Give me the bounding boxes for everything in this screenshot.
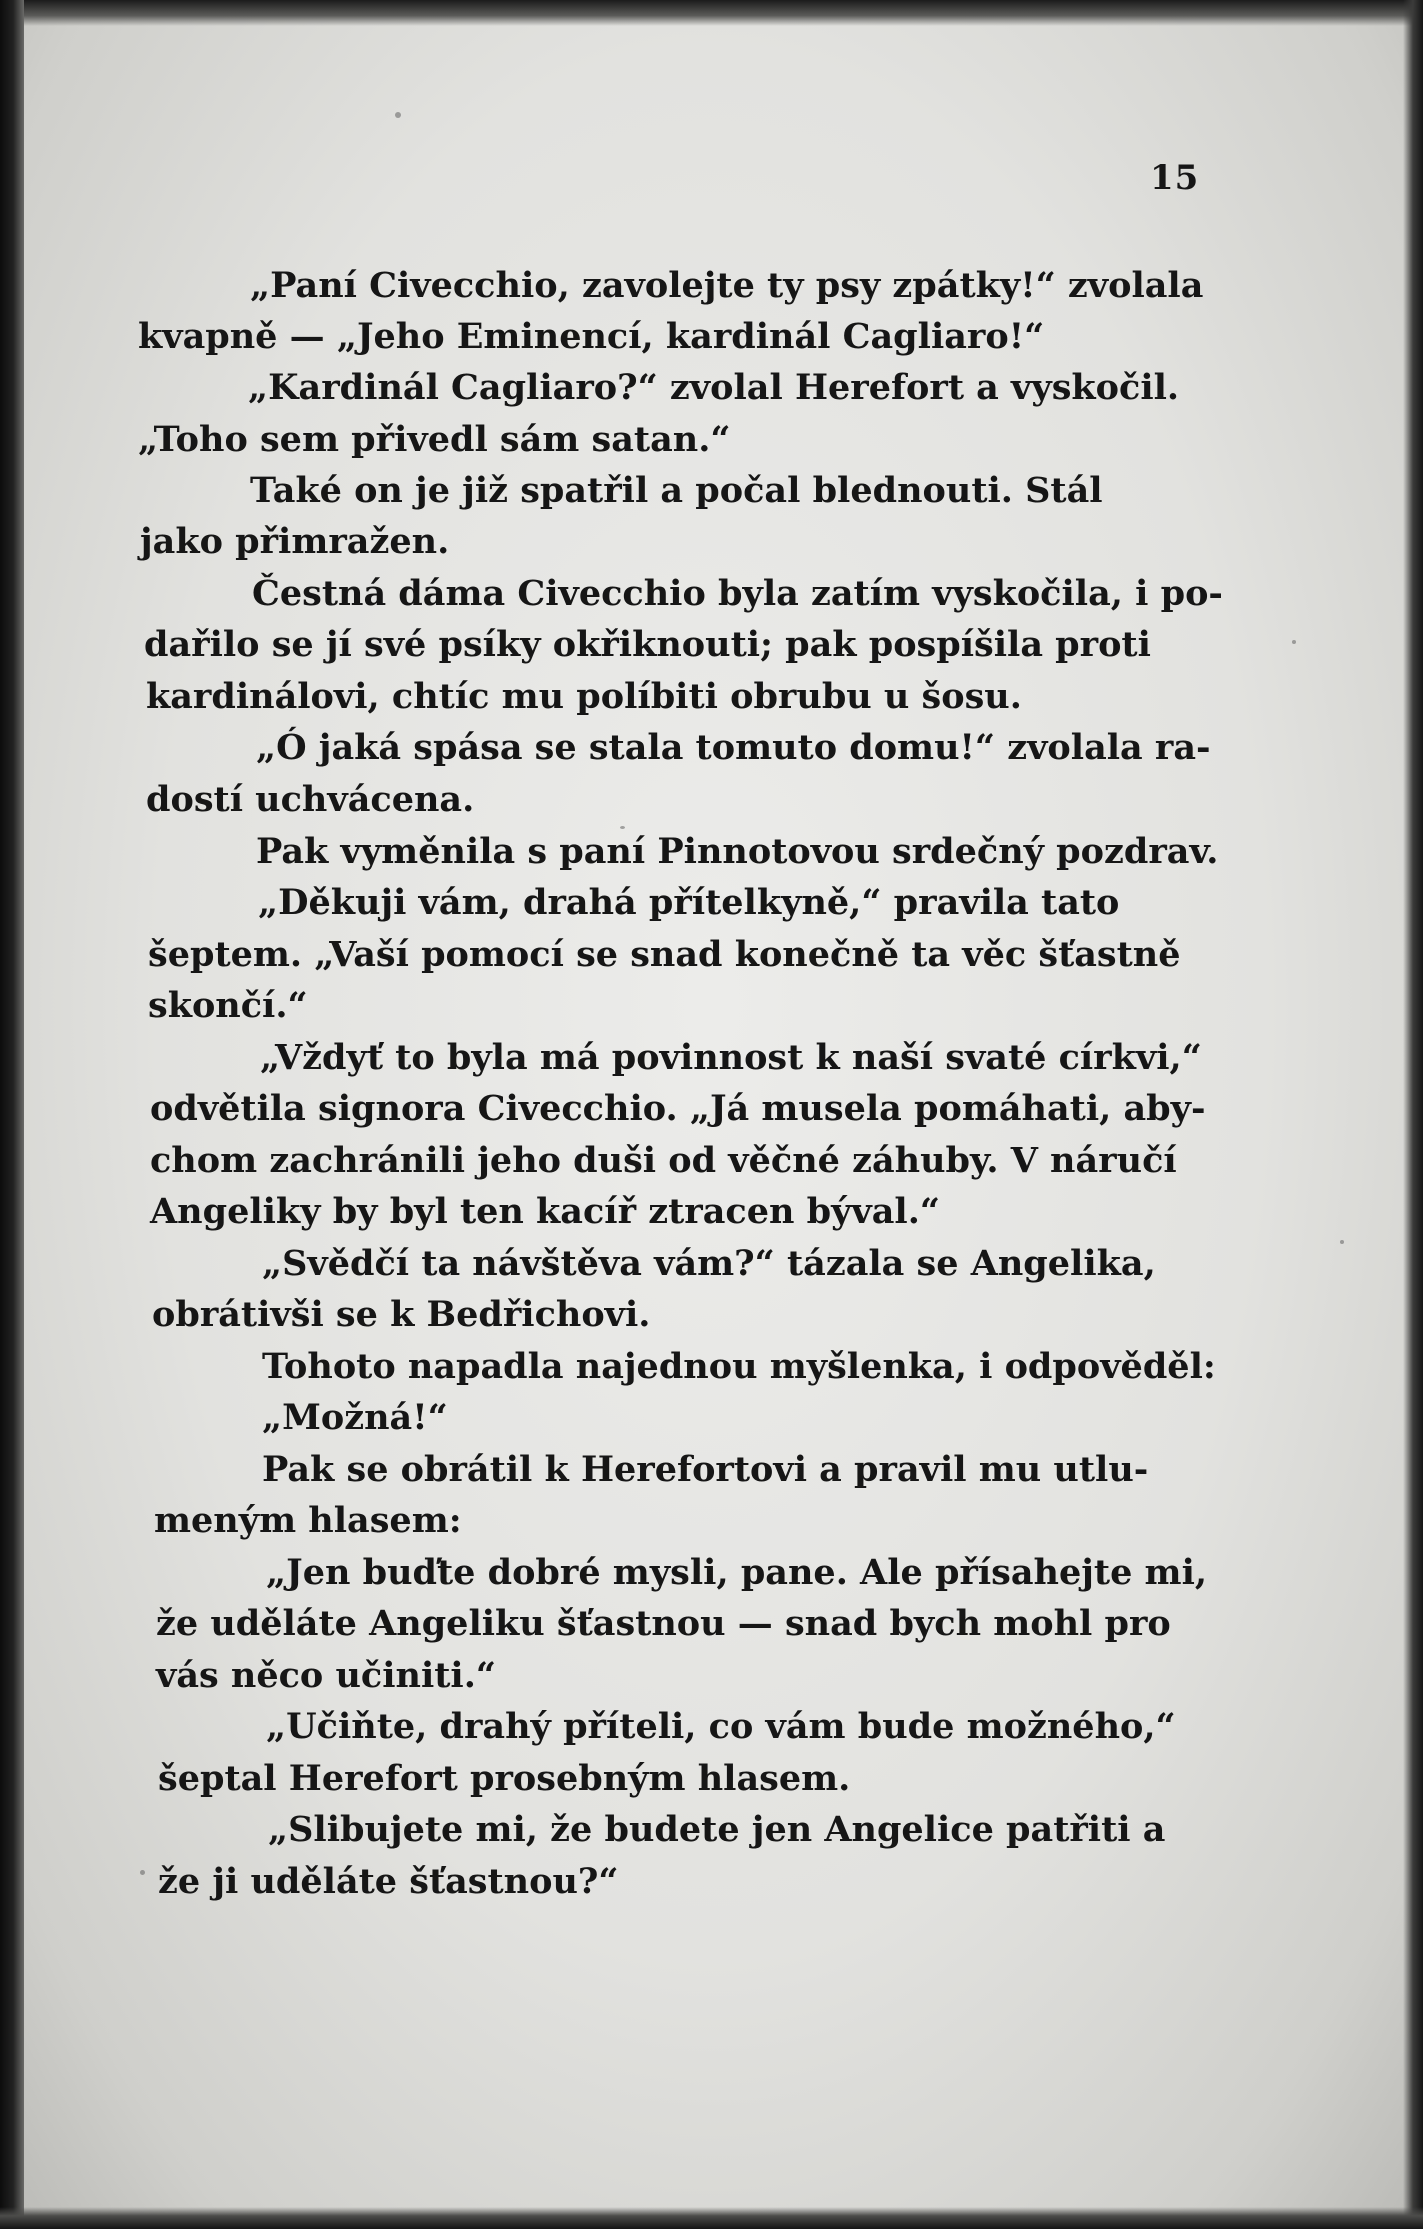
- scan-speck: [1292, 640, 1296, 644]
- text-line: dostí uchvácena.: [146, 779, 475, 820]
- text-line: „Vždyť to byla má povinnost k naší svaté církvi,“: [260, 1037, 1202, 1078]
- text-line: šeptal Herefort prosebným hlasem.: [158, 1758, 851, 1799]
- page-number: 15: [1150, 158, 1200, 198]
- text-line: „Učiňte, drahý příteli, co vám bude možného,“: [266, 1706, 1176, 1747]
- text-line: vás něco učiniti.“: [156, 1655, 497, 1696]
- text-line: „Ó jaká spása se stala tomuto domu!“ zvolala ra-: [256, 727, 1211, 768]
- text-line: „Děkuji vám, drahá přítelkyně,“ pravila tato: [258, 882, 1120, 923]
- text-line: Pak se obrátil k Herefortovi a pravil mu utlu-: [262, 1449, 1149, 1490]
- text-line: „Slibujete mi, že budete jen Angelice patřiti a: [268, 1809, 1166, 1850]
- text-line: Také on je již spatřil a počal blednouti. Stál: [250, 470, 1103, 511]
- scan-border-top: [0, 0, 1423, 26]
- scan-speck: [140, 1870, 145, 1875]
- text-line: meným hlasem:: [154, 1500, 462, 1541]
- text-line: „Jen buďte dobré mysli, pane. Ale přísahejte mi,: [266, 1552, 1208, 1593]
- scan-border-bottom: [0, 2207, 1423, 2229]
- text-line: chom zachránili jeho duši od věčné záhuby. V náručí: [150, 1140, 1177, 1181]
- text-line: odvětila signora Civecchio. „Já musela pomáhati, aby-: [150, 1088, 1206, 1129]
- text-line: jako přimražen.: [140, 521, 450, 562]
- text-line: že uděláte Angeliku šťastnou — snad bych mohl pro: [156, 1603, 1171, 1644]
- scan-speck: [1340, 1240, 1344, 1244]
- text-line: Angeliky by byl ten kacíř ztracen býval.“: [150, 1191, 941, 1232]
- text-line: Pak vyměnila s paní Pinnotovou srdečný pozdrav.: [256, 831, 1219, 872]
- text-line: Tohoto napadla najednou myšlenka, i odpověděl:: [262, 1346, 1216, 1387]
- text-line: „Toho sem přivedl sám satan.“: [138, 419, 731, 460]
- text-line: „Kardinál Cagliaro?“ zvolal Herefort a vyskočil.: [248, 367, 1180, 408]
- scan-speck: [395, 112, 401, 118]
- text-line: že ji uděláte šťastnou?“: [158, 1861, 619, 1902]
- text-line: kardinálovi, chtíc mu políbiti obrubu u šosu.: [146, 676, 1022, 717]
- text-line: skončí.“: [148, 985, 308, 1026]
- text-line: šeptem. „Vaší pomocí se snad konečně ta věc šťastně: [148, 934, 1181, 975]
- text-line: „Paní Civecchio, zavolejte ty psy zpátky!“ zvolala: [250, 265, 1204, 306]
- scan-border-left: [0, 0, 24, 2229]
- text-line: obrátivši se k Bedřichovi.: [152, 1294, 651, 1335]
- text-line: dařilo se jí své psíky okřiknouti; pak pospíšila proti: [144, 624, 1151, 665]
- text-line: „Možná!“: [262, 1397, 448, 1438]
- text-line: Čestná dáma Civecchio byla zatím vyskočila, i po-: [252, 573, 1223, 614]
- scan-border-right: [1403, 0, 1423, 2229]
- text-line: „Svědčí ta návštěva vám?“ tázala se Angelika,: [262, 1243, 1156, 1284]
- text-line: kvapně — „Jeho Eminencí, kardinál Cagliaro!“: [138, 316, 1045, 357]
